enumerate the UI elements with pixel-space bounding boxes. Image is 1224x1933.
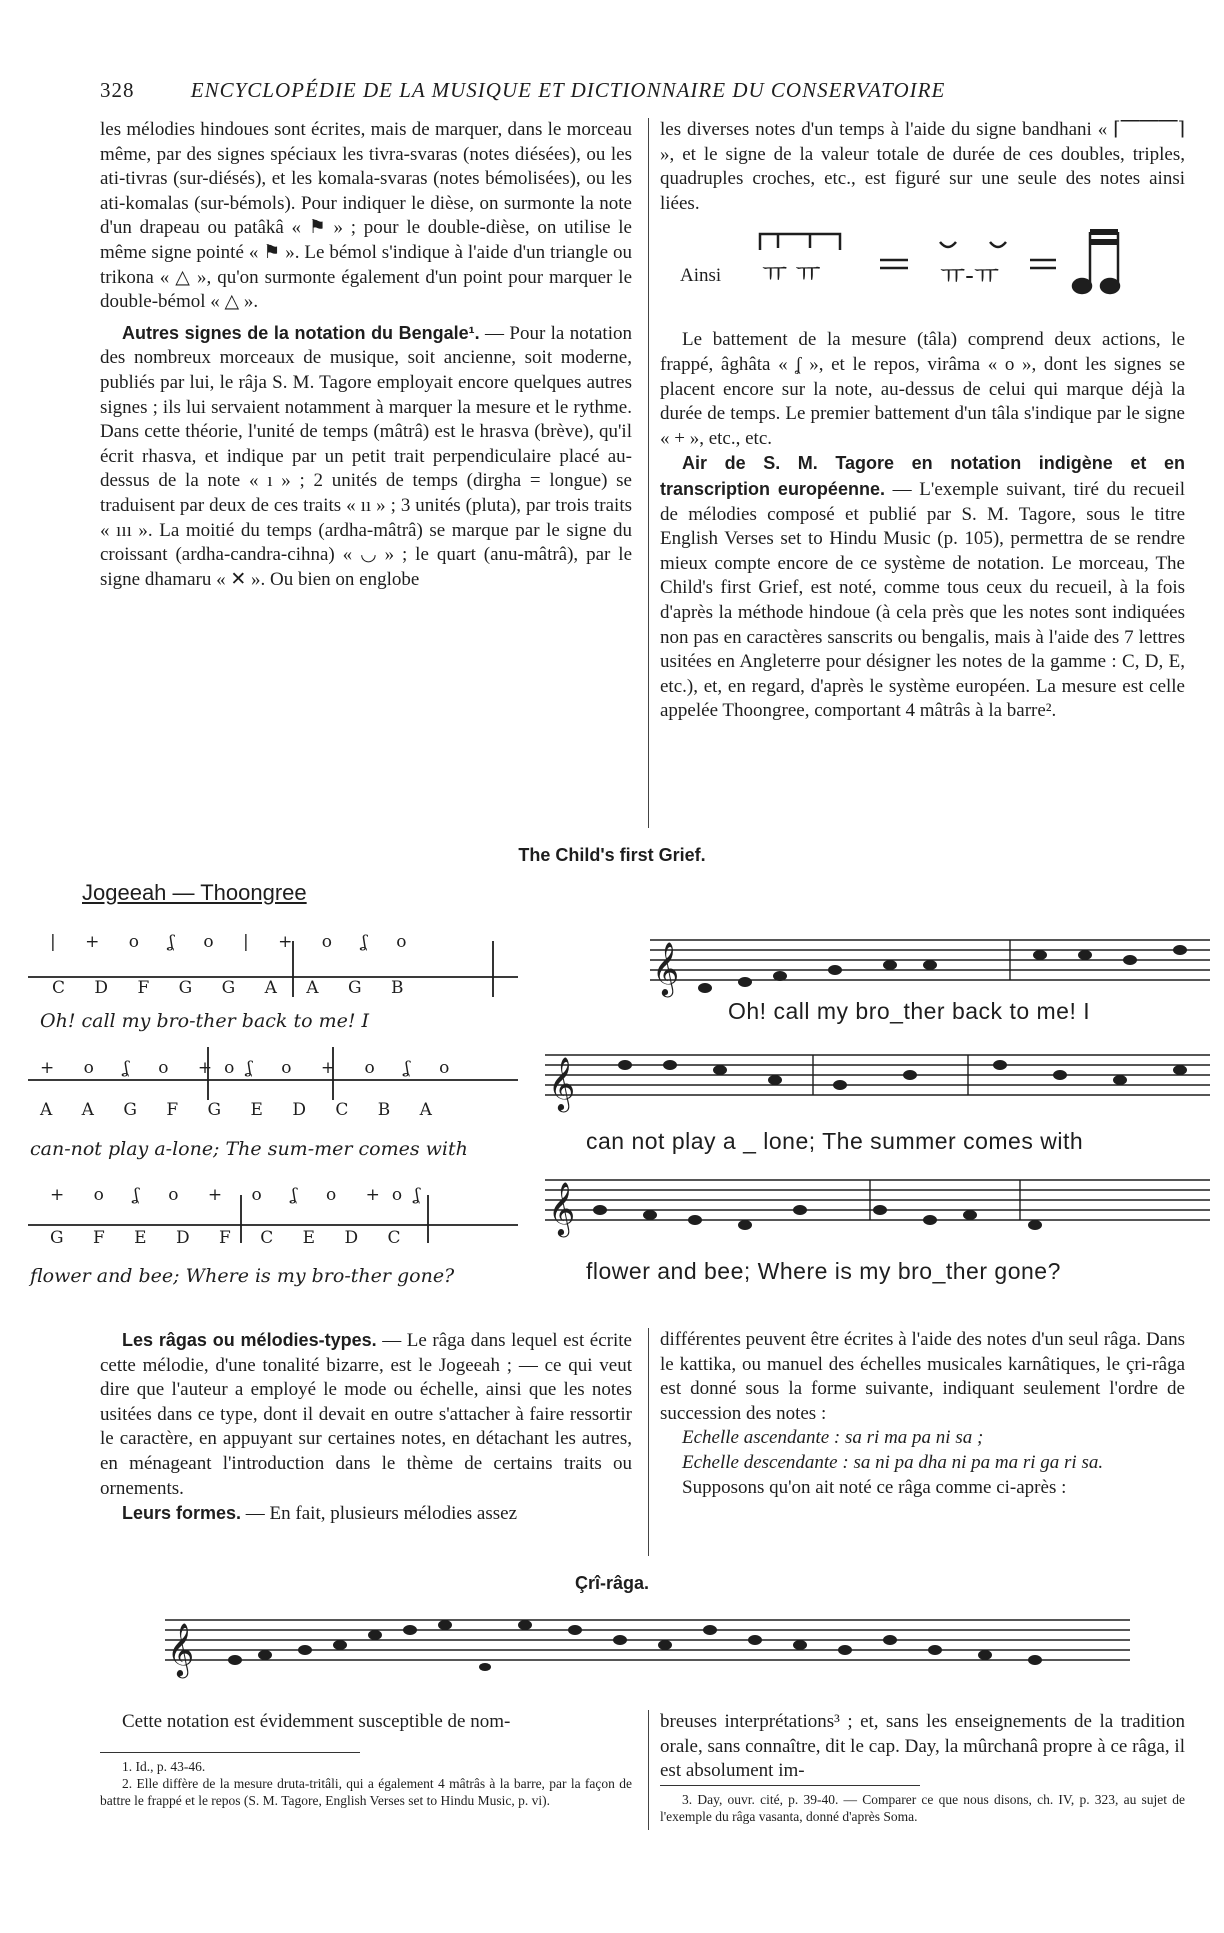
row3-signs: + o ʆ o + o ʆ o +oʆ [50,1185,432,1205]
ragas-text: — Le râga dans lequel est écrite cette mélodie, d'une tonalité bizarre, est le Jogeeah ; — ce qui veut dire que l'auteur a employé le mode ou échelle, ainsi que les notes usitées dans ce type, dont il devait en outre s'attacher à faire ressortir le caractère, en appuyant sur certaines notes, en détachant les autres, en ménageant l'introduction dans le thème de certains traits ou ornements. [100,1330,632,1499]
row2-hand-lyrics: can-not play a-lone; The sum-mer comes with [30,1138,468,1160]
example-subtitle: Jogeeah — Thoongree [82,880,307,905]
footnotes-left [100,1758,632,1809]
column-divider [648,118,649,828]
row1-signs: | + o ʆ o | + o ʆ o [50,932,419,952]
paragraph-notation-susceptible: Cette notation est évidemment susceptible de nom- [122,1711,511,1732]
paragraph-ragas [100,1328,632,1501]
paragraph-bandhani: les diverses notes d'un temps à l'aide du signe bandhani « ⌈⎺⎺⎺⌉ », et le signe de la valeur totale de durée de ces doubles, triples, quadruples croches, etc., est figuré sur une seule des notes ainsi liées. [660,119,1185,214]
row2-signs: + o ʆ o +oʆ o + o ʆ o [40,1058,462,1078]
sri-raga-staff [155,1605,1135,1685]
paragraph-bengal-signs [100,321,632,593]
paragraph-forms [100,1501,632,1527]
ainsi-label: Ainsi [680,265,722,287]
section-heading-tagore-air: Air de S. M. Tagore en notation indigène et en transcription européenne. [660,453,1185,499]
example-title: The Child's first Grief. [518,845,706,865]
running-title: ENCYCLOPÉDIE DE LA MUSIQUE ET DICTIONNAIRE DU CONSERVATOIRE [190,78,946,102]
row1-notes: C D F G G A A G B [52,978,416,998]
ainsi-example [660,216,1185,328]
ainsi-notation-figure [740,222,1180,322]
left-column-top [100,118,632,592]
column-divider-bottom [648,1710,649,1830]
european-staff-figure [530,910,1220,1280]
tagore-air-text: — L'exemple suivant, tiré du recueil de mélodies composé et publié par S. M. Tagore, sous le titre English Verses set to Hindu Music (p. 105), permettra de se rendre mieux compte encore de ce système de notation. Le morceau, The Child's first Grief, est noté, comme tous ceux du recueil, à la fois d'après la méthode hindoue (à cela près que les notes sont indiquées non pas en caractères sanscrits ou bengalis, mais à l'aide des 7 lettres usitées en Angleterre pour désigner les notes de la gamme : C, D, E, etc.), et, en regard, d'après le système européen. La mesure est celle appelée Thoongree, comportant 4 mâtrâs à la barre². [660,478,1185,722]
right-column-bottom [660,1710,1185,1784]
left-column-middle [100,1328,632,1527]
column-divider-middle [648,1328,649,1556]
footnote-2: 2. Elle diffère de la mesure druta-tritâli, qui a également 4 mâtrâs à la barre, par la façon de battre le frappé et le repos (S. M. Tagore, English Verses set to Hindu Music, p. vi). [100,1776,632,1808]
paragraph-suppose: Supposons qu'on ait noté ce râga comme ci-après : [682,1476,1067,1498]
footnote-1: 1. Id., p. 43-46. [122,1759,206,1774]
row3-english-lyrics: flower and bee; Where is my bro_ther gone? [586,1258,1061,1284]
paragraph-notation-signs: les mélodies hindoues sont écrites, mais de marquer, dans le morceau même, par des signes spéciaux les tivra-svaras (notes diésées), ou les ati-tivras (sur-diésés), et les komala-svaras (notes bémolisées), ou les ati-komalas (sur-bémols). Pour indiquer le dièse, on surmonte la note d'un drapeau ou patâkâ « ⚑ » ; pour le double-dièse, on utilise le même signe pointé « ⚑ ». Le bémol s'indique à l'aide d'un triangle ou trikona « △ », qu'on surmonte également d'un point pour marquer le double-bémol « △ ». [100,119,632,313]
row2-notes: A A G F G E D C B A [40,1100,444,1120]
row1-english-lyrics: Oh! call my bro_ther back to me! I [728,998,1091,1024]
paragraph-interpretations: breuses interprétations³ ; et, sans les enseignements de la tradition orale, sans connaître, dit le cap. Day, la mûrchanâ propre à ce râga, il est absolument im- [660,1711,1185,1782]
footnote-rule-right [660,1785,920,1786]
svg-text:ㅠ ㅠ: ㅠ ㅠ [762,259,821,290]
bengal-text: — Pour la notation des nombreux morceaux de musique, soit ancienne, soit moderne, publiés par lui, le râja S. M. Tagore employait encore quelques autres signes ; ils lui servaient notamment à marquer la mesure et le rythme. Dans cette théorie, l'unité de temps (mâtrâ) est le hrasva (brève), qu'il écrit rhasva, et indique par un petit trait perpendiculaire placé au-dessus de la note « ı » ; 2 unités de temps (dirgha = longue) se traduisent par deux de ces traits « ıı » ; 3 unités (pluta), par trois traits « ııı ». La moitié du temps (ardha-mâtrâ) se marque par le signe du croissant (ardha-candra-cihna) « ◡ » ; le quart (anu-mâtrâ), par le signe dhamaru « ✕ ». Ou bien on englobe [100,322,632,590]
paragraph-tala: Le battement de la mesure (tâla) comprend deux actions, le frappé, âghâta « ʆ », et le repos, virâma « o », dont les signes se placent encore sur la note, au-dessus de celui qui marque déjà la durée de temps. Le premier battement d'un tâla s'indique par le signe « + », etc., etc. [660,329,1185,449]
row2-english-lyrics: can not play a _ lone; The summer comes with [586,1128,1084,1154]
page-number: 328 [100,78,135,102]
row1-hand-lyrics: Oh! call my bro-ther back to me! I [40,1010,370,1032]
svg-text:𝄞: 𝄞 [652,941,680,995]
footnotes-right [660,1791,1185,1825]
svg-text:𝄞: 𝄞 [548,1181,576,1235]
right-column-top [660,118,1185,724]
scale-descending: Echelle descendante : sa ni pa dha ni pa ma ri ga ri sa. [682,1451,1104,1473]
footnote-3: 3. Day, ouvr. cité, p. 39-40. — Comparer ce que nous disons, ch. IV, p. 323, au sujet de l'exemple du râga vasanta, donné d'après Soma. [660,1792,1185,1824]
svg-text:𝄞: 𝄞 [548,1056,576,1110]
sri-raga-title: Çrî-râga. [574,1573,650,1593]
row3-hand-lyrics: flower and bee; Where is my bro-ther gone? [30,1265,455,1287]
row3-notes: G F E D F C E D C [50,1228,413,1248]
staff-2 [545,1055,1210,1095]
svg-text:𝄞: 𝄞 [167,1622,195,1676]
section-heading-forms: Leurs formes. [122,1503,242,1524]
forms-text: — En fait, plusieurs mélodies assez [241,1503,518,1525]
scale-ascending: Echelle ascendante : sa ri ma pa ni sa ; [682,1427,984,1449]
footnote-rule-left [100,1752,360,1753]
paragraph-kattika: différentes peuvent être écrites à l'aide des notes d'un seul râga. Dans le kattika, ou manuel des échelles musicales karnâtiques, le çri-râga est donné sous la forme suivante, indiquant seulement l'ordre de succession des notes : [660,1329,1185,1424]
left-column-bottom [100,1710,632,1735]
paragraph-tagore-air [660,451,1185,724]
svg-text:ㅠ-ㅠ: ㅠ-ㅠ [940,261,1000,292]
section-heading-bengal: Autres signes de la notation du Bengale¹. [122,322,480,343]
section-heading-ragas: Les râgas ou mélodies-types. [122,1330,377,1350]
running-header [100,78,1060,103]
right-column-middle [660,1328,1185,1500]
